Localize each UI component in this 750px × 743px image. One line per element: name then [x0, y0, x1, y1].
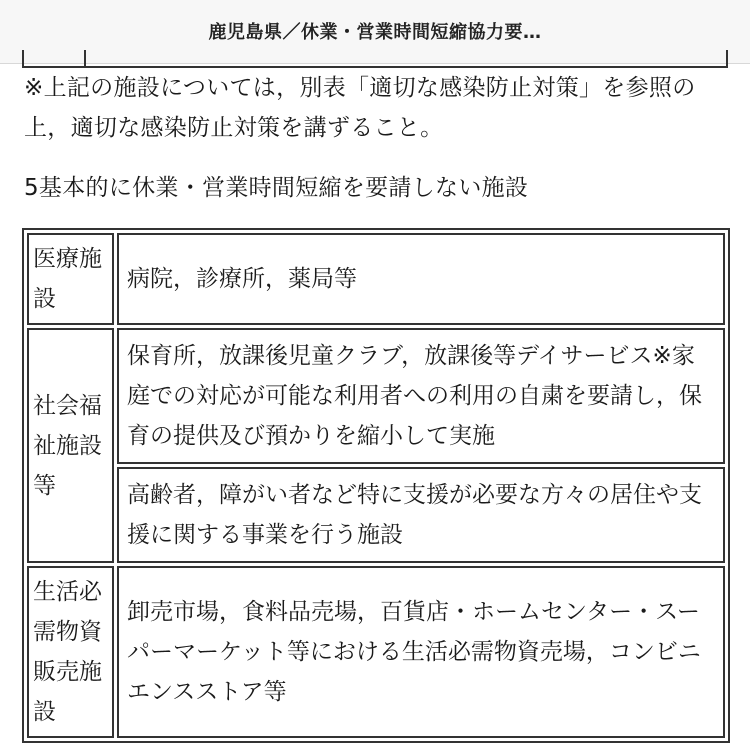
previous-table-remnant — [22, 50, 728, 68]
category-cell: 医療施設 — [27, 233, 114, 325]
infection-prevention-note: ※上記の施設については，別表「適切な感染防止対策」を参照の上，適切な感染防止対策を講ずること。 — [24, 75, 696, 141]
table-divider — [84, 50, 86, 66]
description-cell: 病院，診療所，薬局等 — [117, 233, 725, 325]
page-title[interactable]: 鹿児島県／休業・営業時間短縮協力要… — [208, 22, 542, 43]
description-cell: 卸売市場，食料品売場，百貨店・ホームセンター・スーパーマーケット等における生活必需物資売場，コンビニエンスストア等 — [117, 566, 725, 738]
category-cell: 社会福祉施設等 — [27, 328, 114, 563]
table-row — [27, 566, 725, 738]
description-cell: 高齢者，障がい者など特に支援が必要な方々の居住や支援に関する事業を行う施設 — [117, 467, 725, 563]
section-heading: 5基本的に休業・営業時間短縮を要請しない施設 — [24, 175, 529, 201]
table-row — [27, 328, 725, 464]
description-cell: 保育所，放課後児童クラブ，放課後等デイサービス※家庭での対応が可能な利用者への利用の自粛を要請し，保育の提供及び預かりを縮小して実施 — [117, 328, 725, 464]
table-row — [27, 467, 725, 563]
facilities-table — [22, 228, 730, 743]
table-row — [27, 233, 725, 325]
category-cell: 生活必需物資販売施設 — [27, 566, 114, 738]
